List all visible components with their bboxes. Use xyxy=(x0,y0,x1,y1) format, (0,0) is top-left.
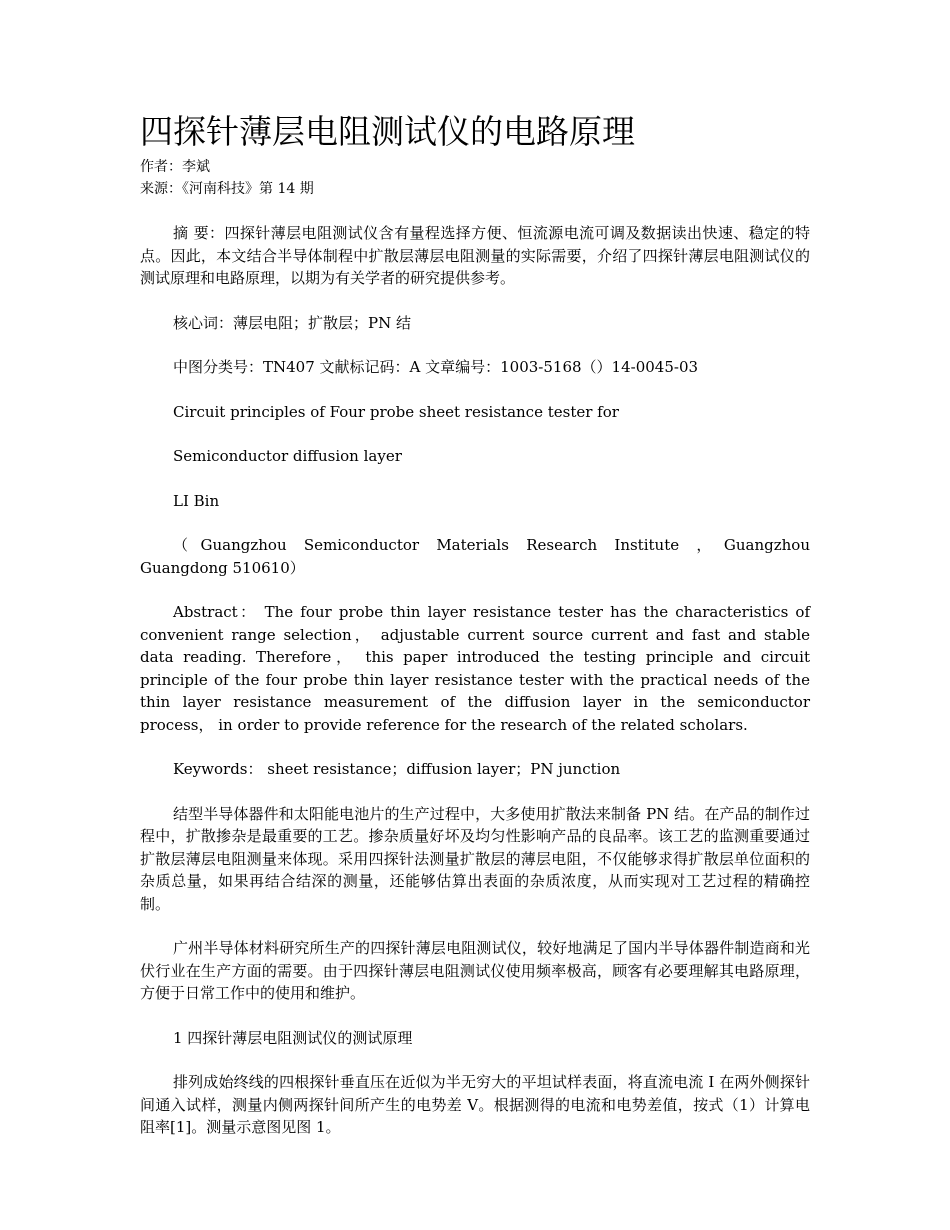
keywords-en: Keywords： sheet resistance；diffusion layer；PN junction xyxy=(173,760,621,778)
source-line: 来源：《河南科技》第 14 期 xyxy=(140,181,314,197)
english-title-line-2: Semiconductor diffusion layer xyxy=(173,447,402,465)
paper-title: 四探针薄层电阻测试仪的电路原理 xyxy=(140,112,635,151)
english-affiliation: （Guangzhou Semiconductor Materials Research Institute ，Guangzhou Guangdong 510610） xyxy=(140,536,810,577)
author-line: 作者：李斌 xyxy=(140,159,210,175)
section-1-heading: 1 四探针薄层电阻测试仪的测试原理 xyxy=(173,1028,413,1047)
body-paragraph-3: 排列成始终线的四根探针垂直压在近似为半无穷大的平坦试样表面，将直流电流 I 在两外侧探针间通入试样，测量内侧两探针间所产生的电势差 V。根据测得的电流和电势差值，按式（1）计算电阻率[1]。测量示意图见图 1。 xyxy=(140,1073,810,1136)
english-author: LI Bin xyxy=(173,491,220,510)
document-content xyxy=(140,108,810,1139)
classification-line: 中图分类号：TN407 文献标记码：A 文章编号：1003-5168（）14-0045-03 xyxy=(173,358,699,376)
body-paragraph-2: 广州半导体材料研究所生产的四探针薄层电阻测试仪，较好地满足了国内半导体器件制造商和光伏行业在生产方面的需要。由于四探针薄层电阻测试仪使用频率极高，顾客有必要理解其电路原理，方便于日常工作中的使用和维护。 xyxy=(140,939,810,1002)
keywords-cn: 核心词：薄层电阻；扩散层；PN 结 xyxy=(173,313,411,332)
english-title-line-1: Circuit principles of Four probe sheet resistance tester for xyxy=(173,402,619,421)
body-paragraph-1: 结型半导体器件和太阳能电池片的生产过程中，大多使用扩散法来制备 PN 结。在产品的制作过程中，扩散掺杂是最重要的工艺。掺杂质量好坏及均匀性影响产品的良品率。该工艺的监测重要通过扩散层薄层电阻测量来体现。采用四探针法测量扩散层的薄层电阻，不仅能够求得扩散层单位面积的杂质总量，如果再结合结深的测量，还能够估算出表面的杂质浓度，从而实现对工艺过程的精确控制。 xyxy=(140,804,810,913)
abstract-en: Abstract： The four probe thin layer resistance tester has the characteristics of convenient range selection， adjustable current source current and fast and stable data reading. Therefore， this paper introduced the testing principle and circuit principle of the four probe thin layer resistance tester with the practical needs of the thin layer resistance measurement of the diffusion layer in the semiconductor process， in order to provide reference for the research of the related scholars. xyxy=(140,603,810,734)
abstract-cn: 摘 要：四探针薄层电阻测试仪含有量程选择方便、恒流源电流可调及数据读出快速、稳定的特点。因此，本文结合半导体制程中扩散层薄层电阻测量的实际需要，介绍了四探针薄层电阻测试仪的测试原理和电路原理，以期为有关学者的研究提供参考。 xyxy=(140,224,810,287)
